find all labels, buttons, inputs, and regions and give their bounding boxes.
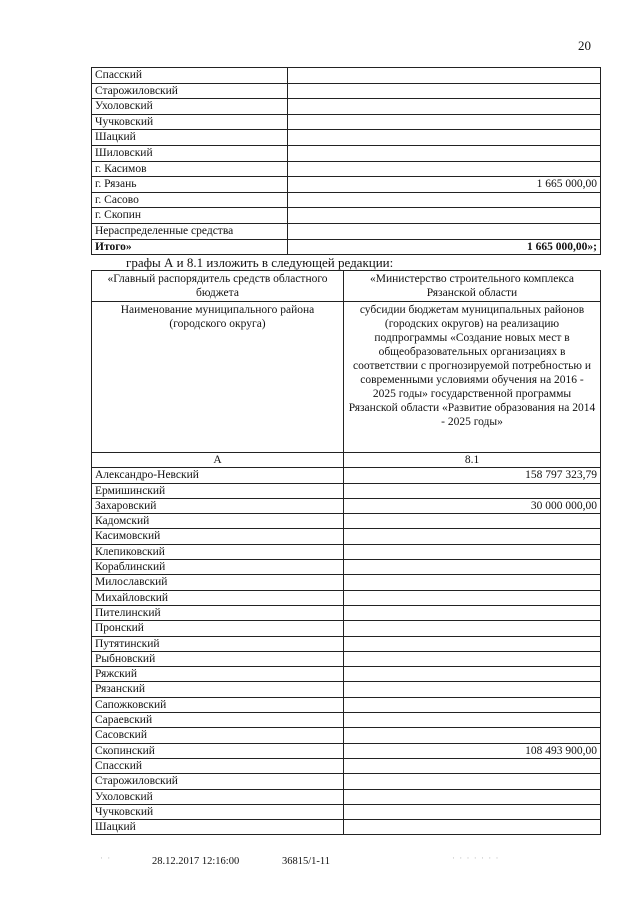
faint-stamp-right: · · · · · · · (452, 853, 500, 863)
budget-table-new (91, 270, 601, 835)
table-row (92, 483, 601, 498)
column-label-a: А (92, 453, 344, 468)
amount-value (344, 590, 601, 605)
footer-doc-id: 36815/1-11 (282, 856, 331, 867)
table-row (92, 774, 601, 789)
amount-value (288, 130, 601, 146)
amount-value (344, 529, 601, 544)
district-name: Рязанский (92, 682, 344, 697)
table-row (92, 83, 601, 99)
amount-value (288, 68, 601, 84)
district-name: г. Касимов (92, 161, 288, 177)
amount-value (344, 651, 601, 666)
amount-value (288, 208, 601, 224)
faint-stamp-left: · · (100, 853, 112, 863)
total-amount: 1 665 000,00»; (288, 239, 601, 255)
amount-value (288, 223, 601, 239)
amount-value (344, 728, 601, 743)
amount-value (344, 621, 601, 636)
amount-value: 108 493 900,00 (344, 743, 601, 758)
table-row (92, 575, 601, 590)
district-name: Пителинский (92, 605, 344, 620)
table-row (92, 621, 601, 636)
amount-value (344, 804, 601, 819)
total-row (92, 239, 601, 255)
header-cell-b2: субсидии бюджетам муниципальных районов (городских округов) на реализацию подпрограммы «Создание новых мест в общеобразовательных организациях в соответствии с прогнозируемой потребностью и современными условиями обучения на 2016 - 2025 годы» государственной программы Рязанской области «Развитие образования на 2014 - 2025 годы» (344, 302, 601, 453)
amount-value (288, 192, 601, 208)
table-row (92, 192, 601, 208)
amount-value (344, 713, 601, 728)
amount-value (344, 514, 601, 529)
page-number: 20 (578, 38, 591, 53)
amount-value (344, 667, 601, 682)
table-row (92, 114, 601, 130)
amount-value: 30 000 000,00 (344, 498, 601, 513)
header-row-1 (92, 271, 601, 302)
district-name: Чучковский (92, 114, 288, 130)
amount-value (344, 605, 601, 620)
district-name: Спасский (92, 68, 288, 84)
district-name: Старожиловский (92, 83, 288, 99)
table-row (92, 682, 601, 697)
district-name: Кадомский (92, 514, 344, 529)
amount-value (344, 544, 601, 559)
district-name: Александро-Невский (92, 468, 344, 483)
district-name: Милославский (92, 575, 344, 590)
district-name: г. Рязань (92, 177, 288, 193)
table-row (92, 758, 601, 773)
table-row (92, 820, 601, 835)
table-row (92, 68, 601, 84)
intro-text: графы А и 8.1 изложить в следующей редакции: (126, 255, 394, 270)
table-row (92, 544, 601, 559)
table-row (92, 514, 601, 529)
column-label-row (92, 453, 601, 468)
table-row (92, 468, 601, 483)
district-name: Скопинский (92, 743, 344, 758)
table-row (92, 713, 601, 728)
amount-value (344, 575, 601, 590)
district-name: Спасский (92, 758, 344, 773)
amount-value (288, 99, 601, 115)
total-label: Итого» (92, 239, 288, 255)
district-name: г. Скопин (92, 208, 288, 224)
amount-value (344, 789, 601, 804)
district-name: Касимовский (92, 529, 344, 544)
district-name: Ермишинский (92, 483, 344, 498)
amount-value (344, 820, 601, 835)
table-row (92, 99, 601, 115)
table-row (92, 804, 601, 819)
district-name: Ряжский (92, 667, 344, 682)
amount-value (288, 114, 601, 130)
header-cell-b1: «Министерство строительного комплекса Рязанской области (344, 271, 601, 302)
amount-value (288, 145, 601, 161)
amount-value: 158 797 323,79 (344, 468, 601, 483)
district-name: Старожиловский (92, 774, 344, 789)
amount-value (344, 560, 601, 575)
district-name: Нераспределенные средства (92, 223, 288, 239)
district-name: Чучковский (92, 804, 344, 819)
district-name: Шацкий (92, 130, 288, 146)
table-row (92, 529, 601, 544)
table-row (92, 697, 601, 712)
table-row (92, 789, 601, 804)
table-row (92, 145, 601, 161)
amount-value (344, 636, 601, 651)
district-name: Ухоловский (92, 99, 288, 115)
amount-value (288, 161, 601, 177)
amount-value (344, 682, 601, 697)
header-row-2 (92, 302, 601, 453)
district-name: Кораблинский (92, 560, 344, 575)
amount-value (344, 697, 601, 712)
table-row (92, 636, 601, 651)
column-label-b: 8.1 (344, 453, 601, 468)
district-name: Захаровский (92, 498, 344, 513)
district-name: Шацкий (92, 820, 344, 835)
table-row (92, 130, 601, 146)
table-row (92, 560, 601, 575)
table-row (92, 590, 601, 605)
table-row (92, 498, 601, 513)
amount-value: 1 665 000,00 (288, 177, 601, 193)
table-row (92, 223, 601, 239)
district-name: Шиловский (92, 145, 288, 161)
district-name: Михайловский (92, 590, 344, 605)
table-row (92, 161, 601, 177)
header-cell-a1: «Главный распорядитель средств областного бюджета (92, 271, 344, 302)
amount-value (344, 758, 601, 773)
district-name: Сасовский (92, 728, 344, 743)
district-name: Клепиковский (92, 544, 344, 559)
amount-value (288, 83, 601, 99)
district-name: Пронский (92, 621, 344, 636)
district-name: Путятинский (92, 636, 344, 651)
table-row (92, 651, 601, 666)
amount-value (344, 483, 601, 498)
budget-table-continued (91, 67, 601, 255)
district-name: Сапожковский (92, 697, 344, 712)
district-name: Рыбновский (92, 651, 344, 666)
header-cell-a2: Наименование муниципального района (городского округа) (92, 302, 344, 453)
district-name: Ухоловский (92, 789, 344, 804)
district-name: Сараевский (92, 713, 344, 728)
table-row (92, 743, 601, 758)
table-row (92, 605, 601, 620)
table-row (92, 667, 601, 682)
table-row (92, 728, 601, 743)
table-row (92, 208, 601, 224)
amount-value (344, 774, 601, 789)
district-name: г. Сасово (92, 192, 288, 208)
table-row (92, 177, 601, 193)
footer-datetime: 28.12.2017 12:16:00 (152, 856, 240, 867)
